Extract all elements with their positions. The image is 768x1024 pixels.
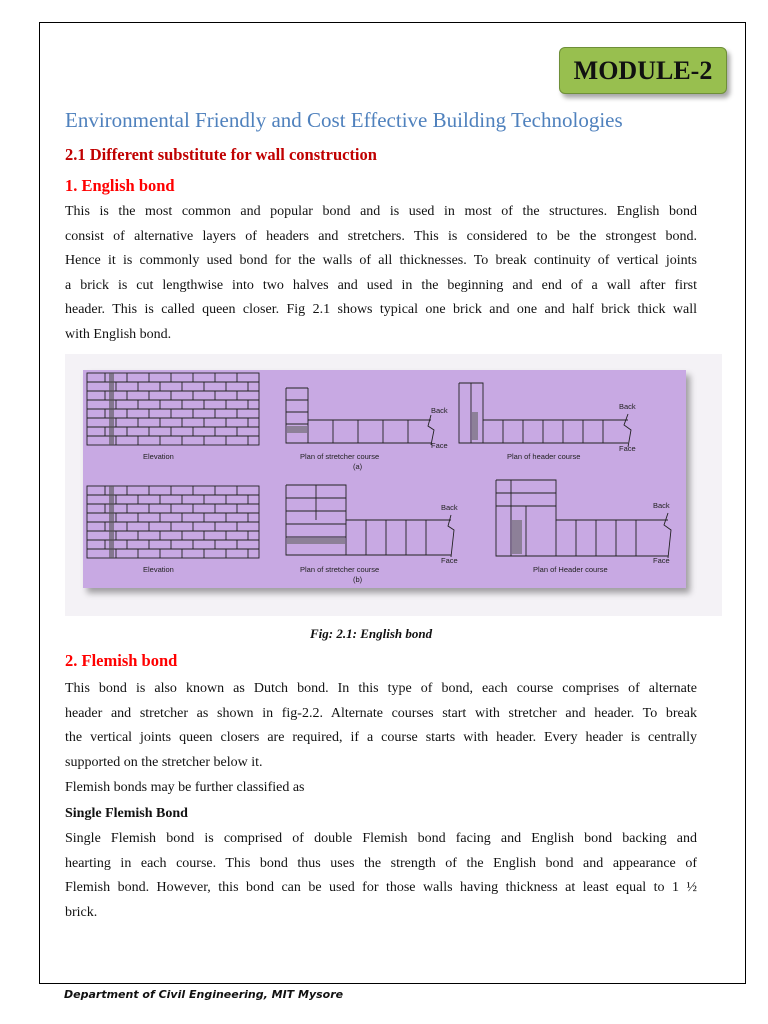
flemish-bond-heading: 2. Flemish bond xyxy=(65,651,178,670)
paragraph-line: Single Flemish bond is comprised of double Flemish bond facing and English bond backing and xyxy=(65,831,697,846)
back-label: Back xyxy=(653,501,670,510)
plan-stretcher-b xyxy=(286,485,454,557)
module-badge: MODULE-2 xyxy=(559,47,727,94)
classification-intro: Flemish bonds may be further classified as xyxy=(65,780,305,795)
section-heading: 2.1 Different substitute for wall construction xyxy=(65,145,377,164)
plan-header-label-b: Plan of Header course xyxy=(533,565,608,574)
figure-caption: Fig: 2.1: English bond xyxy=(310,626,433,641)
paragraph-line: This bond is also known as Dutch bond. In this type of bond, each course comprises of alternate xyxy=(65,681,697,696)
face-label: Face xyxy=(441,556,458,565)
single-flemish-heading: Single Flemish Bond xyxy=(65,806,188,821)
page-title: Environmental Friendly and Cost Effective Building Technologies xyxy=(65,108,623,132)
back-label: Back xyxy=(431,406,448,415)
elevation-label-b: Elevation xyxy=(143,565,174,574)
sub-label-b: (b) xyxy=(353,575,363,584)
plan-stretcher-label-a: Plan of stretcher course xyxy=(300,452,380,461)
elevation-a-wall xyxy=(87,373,259,445)
face-label: Face xyxy=(431,441,448,450)
paragraph-line: Hence it is commonly used bond for the walls of all thicknesses. To break continuity of vertical joints xyxy=(65,253,697,269)
back-label: Back xyxy=(619,402,636,411)
single-flemish-paragraph xyxy=(65,827,697,925)
elevation-b-wall xyxy=(87,486,259,558)
plan-stretcher-label-b: Plan of stretcher course xyxy=(300,565,380,574)
paragraph-line: consist of alternative layers of headers and stretchers. This is considered to be the strongest bond. xyxy=(65,228,697,244)
plan-stretcher-a xyxy=(286,388,434,445)
plan-header-label-a: Plan of header course xyxy=(507,452,581,461)
figure-panel xyxy=(83,370,686,588)
elevation-label-a: Elevation xyxy=(143,452,174,461)
paragraph-line: a brick is cut lengthwise into two halves and used in the beginning and end of a wall after first xyxy=(65,277,697,293)
english-bond-figure xyxy=(65,354,722,616)
paragraph-line: with English bond. xyxy=(65,326,172,342)
paragraph-line: hearting in each course. This bond thus uses the strength of the English bond and appearance of xyxy=(65,855,697,871)
flemish-bond-paragraph xyxy=(65,677,697,775)
bond-diagram xyxy=(83,370,686,588)
paragraph-line: the vertical joints queen closers are required, if a course starts with header. Every header is centrally xyxy=(65,730,697,746)
english-bond-heading: 1. English bond xyxy=(65,176,175,195)
paragraph-line: header. This is called queen closer. Fig 2.1 shows typical one brick and one and half brick thick wall xyxy=(65,302,697,318)
english-bond-paragraph xyxy=(65,200,697,348)
sub-label-a: (a) xyxy=(353,462,363,471)
face-label: Face xyxy=(619,444,636,453)
face-label: Face xyxy=(653,556,670,565)
paragraph-line: This is the most common and popular bond and is used in most of the structures. English bond xyxy=(65,204,697,219)
paragraph-line: supported on the stretcher below it. xyxy=(65,754,263,770)
plan-header-b xyxy=(496,480,671,558)
paragraph-line: brick. xyxy=(65,904,98,920)
page-footer: Department of Civil Engineering, MIT Mysore xyxy=(64,988,344,1001)
paragraph-line: header and stretcher as shown in fig-2.2. Alternate courses start with stretcher and header. To break xyxy=(65,705,697,721)
paragraph-line: Flemish bond. However, this bond can be used for those walls having thickness at least equal to 1 ½ xyxy=(65,880,697,896)
plan-header-a xyxy=(459,383,631,447)
back-label: Back xyxy=(441,503,458,512)
